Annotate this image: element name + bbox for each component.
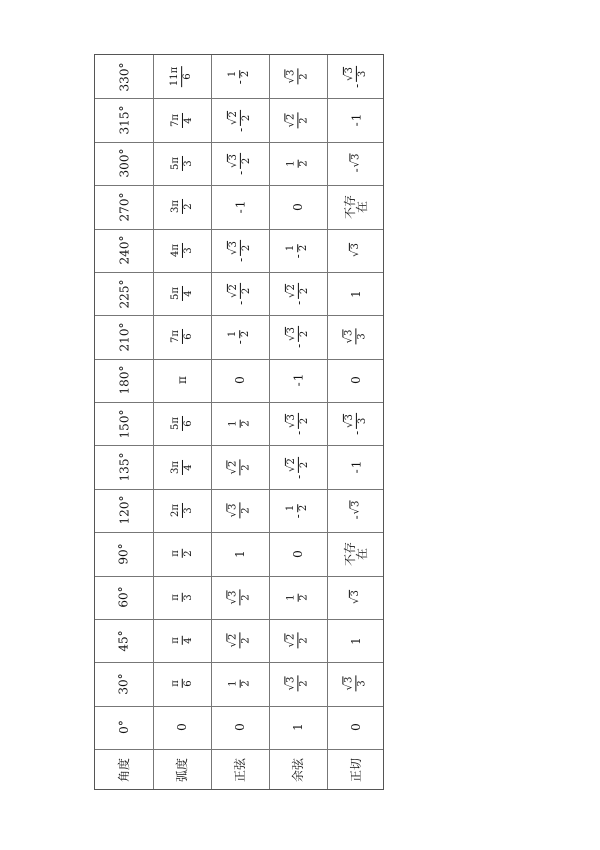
cell-tan: 0: [348, 376, 363, 385]
row-header-label: 弧度: [174, 757, 189, 783]
cell-cos: 1 2: [285, 160, 310, 167]
row-header-radian: [153, 749, 211, 791]
cell-cos: 0: [290, 549, 305, 558]
cell-tan: - √3: [349, 501, 363, 520]
cell-tan: - √3 3: [343, 414, 368, 436]
cell-sin: 0: [232, 376, 247, 385]
cell-sin: √3 2: [227, 590, 252, 605]
cell-cos: - √2 2: [285, 457, 310, 479]
cell-tan: - √3: [349, 154, 363, 173]
cell-cos: 1 2: [285, 594, 310, 601]
cell-cos: √3 2: [285, 677, 310, 691]
cell-angle: 135°: [117, 452, 131, 482]
cell-radian: π: [174, 376, 189, 385]
cell-angle: 120°: [117, 495, 131, 525]
cell-sin: - √2 2: [227, 284, 252, 305]
cell-cos: √3 2: [285, 69, 310, 84]
row-header-label: 余弦: [290, 757, 305, 783]
row-header-tan: [327, 749, 385, 791]
cell-cos: - √3 2: [285, 327, 310, 349]
cell-angle: 225°: [117, 279, 131, 309]
cell-radian: 5π 6: [169, 417, 194, 431]
cell-cos: - 1: [290, 373, 305, 387]
cell-tan: √3: [350, 243, 361, 258]
cell-radian: 3π 4: [169, 460, 194, 474]
trig-value-table: [94, 54, 384, 790]
cell-angle: 210°: [117, 322, 131, 352]
cell-sin: √2 2: [227, 633, 252, 648]
cell-sin: 1 2: [227, 680, 252, 688]
cell-tan: - √3 3: [343, 67, 368, 89]
cell-angle: 60°: [117, 586, 131, 608]
cell-tan: 不存 在: [342, 541, 369, 566]
cell-tan: 不存 在: [342, 194, 369, 219]
cell-angle: 330°: [117, 62, 131, 92]
cell-radian: 7π 6: [169, 330, 194, 344]
cell-tan: √3 3: [343, 677, 368, 691]
cell-sin: 1 2: [227, 420, 252, 427]
cell-sin: - 1 2: [227, 331, 252, 345]
cell-radian: 0: [174, 723, 189, 732]
cell-angle: 240°: [117, 235, 131, 265]
cell-angle: 90°: [117, 543, 131, 565]
cell-angle: 150°: [117, 409, 131, 439]
cell-sin: - √2 2: [227, 110, 252, 132]
cell-sin: - 1 2: [227, 70, 252, 85]
cell-cos: √2 2: [285, 633, 310, 648]
cell-sin: - 1: [232, 200, 247, 214]
cell-radian: 5π 4: [169, 287, 194, 301]
cell-cos: √2 2: [285, 113, 310, 127]
cell-tan: - 1: [348, 113, 363, 127]
cell-angle: 30°: [117, 673, 131, 695]
cell-cos: 0: [290, 202, 305, 211]
cell-cos: - 1 2: [285, 244, 310, 258]
row-header-label: 正弦: [232, 757, 247, 783]
cell-sin: - √3 2: [227, 154, 252, 175]
cell-angle: 180°: [117, 365, 131, 395]
cell-sin: 0: [232, 723, 247, 732]
cell-cos: 1: [290, 723, 305, 732]
cell-radian: 5π 3: [169, 156, 194, 170]
cell-radian: π 6: [169, 680, 194, 688]
cell-tan: √3: [350, 590, 361, 605]
cell-sin: - √3 2: [227, 240, 252, 262]
cell-radian: π 4: [169, 637, 194, 644]
cell-cos: - √2 2: [285, 284, 310, 305]
cell-tan: 1: [348, 636, 363, 645]
cell-cos: - 1 2: [285, 504, 310, 519]
cell-angle: 315°: [117, 105, 131, 135]
row-header-sin: [211, 749, 269, 791]
cell-tan: 0: [348, 723, 363, 732]
row-header-cos: [269, 749, 327, 791]
cell-sin: √3 2: [227, 503, 252, 518]
row-header-label: 正切: [348, 757, 363, 783]
row-header-angle: [95, 749, 153, 791]
cell-angle: 45°: [117, 629, 131, 652]
cell-sin: 1: [232, 549, 247, 558]
cell-tan: 1: [348, 289, 363, 298]
cell-radian: 2π 3: [169, 503, 194, 517]
cell-radian: 3π 2: [169, 200, 194, 214]
cell-radian: π 2: [169, 550, 194, 558]
cell-radian: π 3: [169, 593, 194, 601]
row-header-label: 角度: [116, 757, 131, 783]
cell-angle: 300°: [117, 148, 131, 178]
cell-angle: 0°: [116, 720, 131, 735]
cell-cos: - √3 2: [285, 414, 310, 436]
cell-tan: - 1: [348, 460, 363, 474]
cell-radian: 7π 4: [169, 113, 194, 127]
cell-tan: √3 3: [343, 330, 368, 344]
cell-sin: √2 2: [227, 460, 252, 474]
cell-radian: 4π 3: [169, 243, 194, 257]
cell-angle: 270°: [117, 192, 131, 222]
cell-radian: 11π 6: [169, 67, 194, 87]
